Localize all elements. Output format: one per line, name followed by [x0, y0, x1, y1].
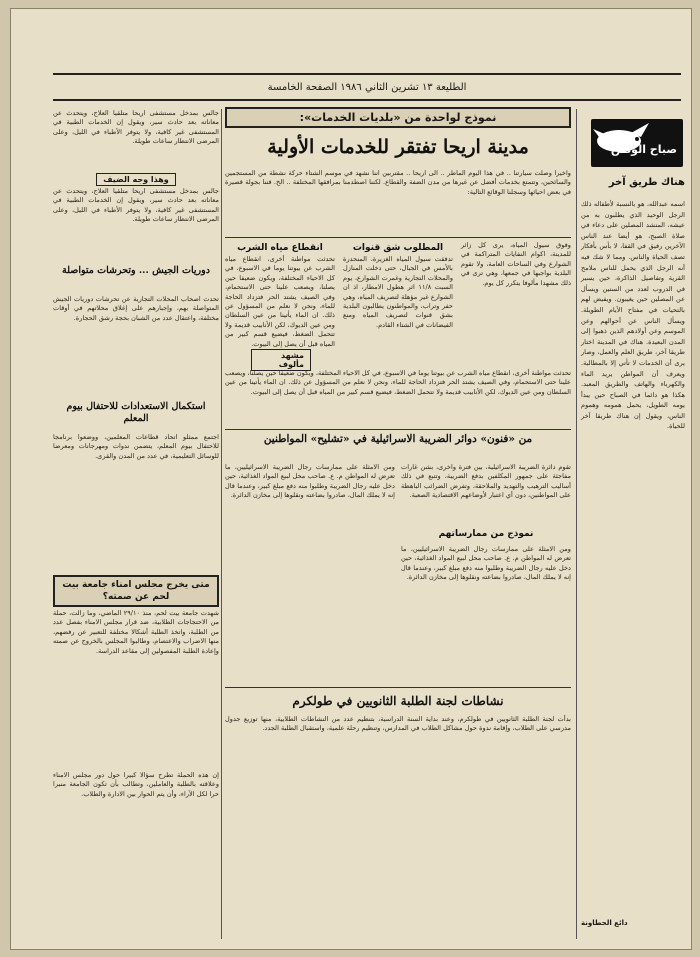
- main-subhead-scene-wrap: [251, 349, 311, 367]
- divider: [225, 429, 571, 430]
- masthead-text: الطليعة ١٣ تشرين الثاني ١٩٨٦ الصفحة الخامسة: [267, 81, 467, 93]
- divider: [221, 109, 222, 939]
- divider: [225, 237, 571, 238]
- students-headline: نشاطات لجنة الطلبة الثانويين في طولكرم: [292, 694, 504, 708]
- left-body1: جالس بمدخل مستشفى اريحا متلقيا العلاج، ويتحدث عن معاناته بعد حادث سير، ويقول إن الخدمات الطبية في المستشفى غير كافية، ولا يتوفر الأطباء في الليل، وعلى المرضى الانتظار ساعات طويلة.: [53, 109, 219, 146]
- students-body: بدأت لجنة الطلبة الثانويين في طولكرم، وعند بداية السنة الدراسية، بتنظيم عدد من النشاطات الطلابية، منها توزيع جدول مدرسي على الطلاب، وإقامة ندوة حول مشاكل الطلاب في المدارس، وتنظيم رحلة علمية، واستقبال الطلبة الجدد.: [225, 715, 571, 733]
- left-body1b: [53, 187, 219, 263]
- main-body-canals: تدفقت سيول المياه الغزيرة، المنحدرة بالأمس في الجبال، حتى دخلت المنازل والمحلات التجارية وغمرت الشوارع، يوم السبت ١١/٨ اثر هطول الامطار، اذ ان الشوارع غير مؤهلة لتصريف المياه، وهي حفر وتراب، والمواطنون يطالبون البلدية بشق قنوات لتصريف المياه ومنع الفيضانات في الشتاء القادم.: [343, 255, 453, 329]
- tax-body-left-text: ومن الامثلة على ممارسات رجال الضريبة الاسرائيليين، ما تعرض له المواطن م. ع. صاحب محل لبيع المواد الغذائية، حين دخل عليه رجال الضريبة وطلبوا منه دفع مبلغ كبير، وعندما قال إنه لا يملك المال، صادروا بضاعته ونقلوها إلى مخازن الدائرة.: [225, 463, 395, 500]
- logo-text: صباح الوطن: [610, 143, 677, 156]
- main-body-extra-text: تحدثت مواطنة أخرى، انقطاع مياه الشرب عن بيوتنا يوما في الاسبوع، في كل الاحياء المختلفة، ويكون ضعيفا حين يصلنا، ويصعب علينا حتى الاستحمام، وفي الصيف يشتد الحر فتزداد الحاجة للماء، ونحن لا نعلم من المسؤول عن ذلك. ان الماء يأتينا من عين السلطان ومن عين الديوك، لكن الأنابيب قديمة ولا تتحمل الضغط، فيضيع قسم كبير من المياه قبل أن يصل إلى البيوت.: [225, 369, 571, 396]
- left-subhead1: وهذا وجه الضيف: [96, 173, 175, 186]
- main-col-c: [461, 241, 571, 343]
- tax-headline-wrap: [225, 433, 571, 459]
- main-subhead-canals: المطلوب شق قنوات: [352, 243, 444, 253]
- tax-subhead-wrap: [401, 527, 571, 543]
- left-body2: تحدث اصحاب المحلات التجارية عن تحرشات دوريات الجيش المتواصلة بهم، وإجبارهم على إغلاق محلاتهم في أوقات مختلفة، واعتقال عدد من الشبان بحجة رشق الحجارة.: [53, 295, 219, 322]
- main-headline-wrap: [225, 131, 571, 165]
- tax-subhead: نموذج من ممارساتهم: [438, 529, 534, 539]
- main-body-extra: [225, 369, 571, 425]
- right-column-title: هناك طريق آخر: [608, 177, 685, 188]
- main-body-water: تحدثت مواطنة أخرى، انقطاع مياه الشرب عن بيوتنا يوما في الاسبوع، في كل الاحياء المختلفة، ويكون ضعيفا حين يصلنا، ويصعب علينا حتى الاستحمام، وفي الصيف يشتد الحر فتزداد الحاجة للماء، ونحن لا نعلم من المسؤول عن ذلك. ان الماء يأتينا من عين السلطان ومن عين الديوك، لكن الأنابيب قديمة ولا تتحمل الضغط، فيضيع قسم كبير من المياه قبل أن يصل إلى البيوت.: [225, 255, 335, 348]
- left-subhead1-wrap: [53, 167, 219, 185]
- left-subhead3-wrap: [53, 401, 219, 429]
- tax-body2: ومن الامثلة على ممارسات رجال الضريبة الاسرائيليين، ما تعرض له المواطن م. ع. صاحب محل لبيع المواد الغذائية، حين دخل عليه رجال الضريبة وطلبوا منه دفع مبلغ كبير، وعندما قال إنه لا يملك المال، صادروا بضاعته ونقلوها إلى مخازن الدائرة.: [401, 545, 571, 582]
- left-subhead2-wrap: [53, 265, 219, 291]
- right-column-title-wrap: [581, 175, 685, 195]
- main-kicker-wrap: [225, 107, 571, 129]
- main-intro: واخيرا وصلت سيارتنا .. في هذا اليوم الماطر .. الى اريحا .. مقتربين اننا نشهد في موسم الشتاء حركة نشطة من المستجمين والسائحين، وتتمتع بخدمات أفضل عن غيرها من مدن الضفة والقطاع. لكننا اصطدمنا بمرافقها المختلفة .. الخ. فننا بجولة قصيرة في بعض احيائها وسجلنا الوقائع التالية:: [225, 169, 571, 196]
- main-kicker: نموذج لواحدة من «بلديات الخدمات»:: [225, 107, 571, 128]
- left-body3: اجتمع ممثلو اتحاد قطاعات المعلمين، ووضعوا برنامجا للاحتفال بيوم المعلم، يتضمن ندوات ومهرجانات ومعرضا للوسائل التعليمية، في عدد من المدن والقرى.: [53, 433, 219, 460]
- university-body: شهدت جامعة بيت لحم، منذ ٢٩/١٠ الماضي، وما زالت، حملة من الاحتجاجات الطلابية، ضد قرار مجلس الامناء بفصل عدد من الطلبة، واتخذ الطلبة أشكالا مختلفة للتعبير عن رفضهم، منها الاضراب والاعتصام، وطالبوا المجلس بالخروج عن صمته وإعادة الطلبة المفصولين إلى مقاعد الدراسة.: [53, 609, 219, 655]
- tax-headline: من «فنون» دوائر الضريبة الاسرائيلية في «تشليح» المواطنين: [263, 433, 533, 445]
- right-column-body: اسمه عبدالله، هو بالنسبة لأطفاله ذلك الرجل الوحيد الذي يطلبون به من عيشه، المنشد المصلين على دعاء في صلاة الصبح، هو أيضا عند الناس الآخرين رفيق في القفا، لا بأس بأفكار تصف الحياة والناس. ومما لا شك فيه أنه الرجل الذي يحمل للناس ملامح القرية وتفاصيل الذاكرة، حين يسير في الدروب لعدد من السنين ويسأل عن المصلين حين يغيبون. ويفيض لهم بالتحيات في مفتاح الأيام الطويلة. ويسأل الناس عن أحوالهم وعن الموسم وعن أولادهم الذين ذهبوا إلى المدن البعيدة. هناك في المدينة اختار طريقا آخر، طريق العلم والعمل، وصار يرى أن الخدمات لا تأتي إلا بالمطالبة. ويعرف أن المواطن يريد الماء والكهرباء والهاتف والطريق المعبد. هكذا هو دائما في الصباح حين يبدأ يومه الطويل، يحمل همومه وهموم الناس، ويقول إن هناك طريقا آخر للحياة.: [581, 200, 685, 431]
- main-body-scene: وفوق سيول المياه، يرى كل زائر للمدينة، اكوام النفايات المتراكمة في الشوارع وفي الساحات العامة، ولا تقوم البلدية بواجبها في جمعها، وهي ترى في ذلك مشهدا مألوفا يتكرر كل يوم.: [461, 241, 571, 287]
- left-subhead3: استكمال الاستعدادات للاحتفال بيوم المعلم: [66, 401, 206, 424]
- column-logo: [591, 119, 683, 167]
- main-headline: مدينة اريحا تفتقر للخدمات الأولية: [267, 136, 529, 158]
- divider: [225, 687, 571, 688]
- main-col-b: [343, 241, 453, 343]
- university-headline: متى يخرج مجلس امناء جامعة بيت لحم عن صمته؟: [53, 575, 219, 607]
- newspaper-page: [10, 8, 692, 950]
- right-column-author: دائع الحطاونة: [581, 919, 628, 927]
- divider: [576, 109, 577, 939]
- page-masthead: [53, 73, 681, 101]
- students-headline-wrap: [225, 691, 571, 713]
- left-body1b-text: جالس بمدخل مستشفى اريحا متلقيا العلاج، ويتحدث عن معاناته بعد حادث سير، ويقول إن الخدمات الطبية في المستشفى غير كافية، ولا يتوفر الأطباء في الليل، وعلى المرضى الانتظار ساعات طويلة.: [53, 187, 219, 224]
- main-subhead-water: انقطاع مياه الشرب: [237, 243, 323, 253]
- university-headline-wrap: [53, 575, 219, 605]
- university-body2: إن هذه الحملة تطرح سؤالا كبيرا حول دور مجلس الامناء وعلاقته بالطلبة والعاملين، وتطالب بأن تكون الجامعة منبرا حرا لكل الآراء، وأن يتم الحوار بين الادارة والطلاب.: [53, 771, 219, 798]
- main-col-a: [225, 241, 335, 348]
- left-subhead2: دوريات الجيش ... وتحرشات متواصلة: [62, 265, 210, 276]
- tax-body: تقوم دائرة الضريبة الاسرائيلية، بين فترة واخرى، بشن غارات مفاجئة على جمهور المكلفين بدفع الضريبة، وتتبع في ذلك أساليب الترهيب والتهديد والملاحقة، وتفرض الضرائب الباهظة على المواطنين، دون أي اعتبار لأوضاعهم الاقتصادية الصعبة.: [401, 463, 571, 500]
- right-column-author-wrap: [581, 919, 685, 937]
- main-subhead-scene: مشهد مألوف: [251, 349, 311, 371]
- tax-body-left: [225, 463, 395, 683]
